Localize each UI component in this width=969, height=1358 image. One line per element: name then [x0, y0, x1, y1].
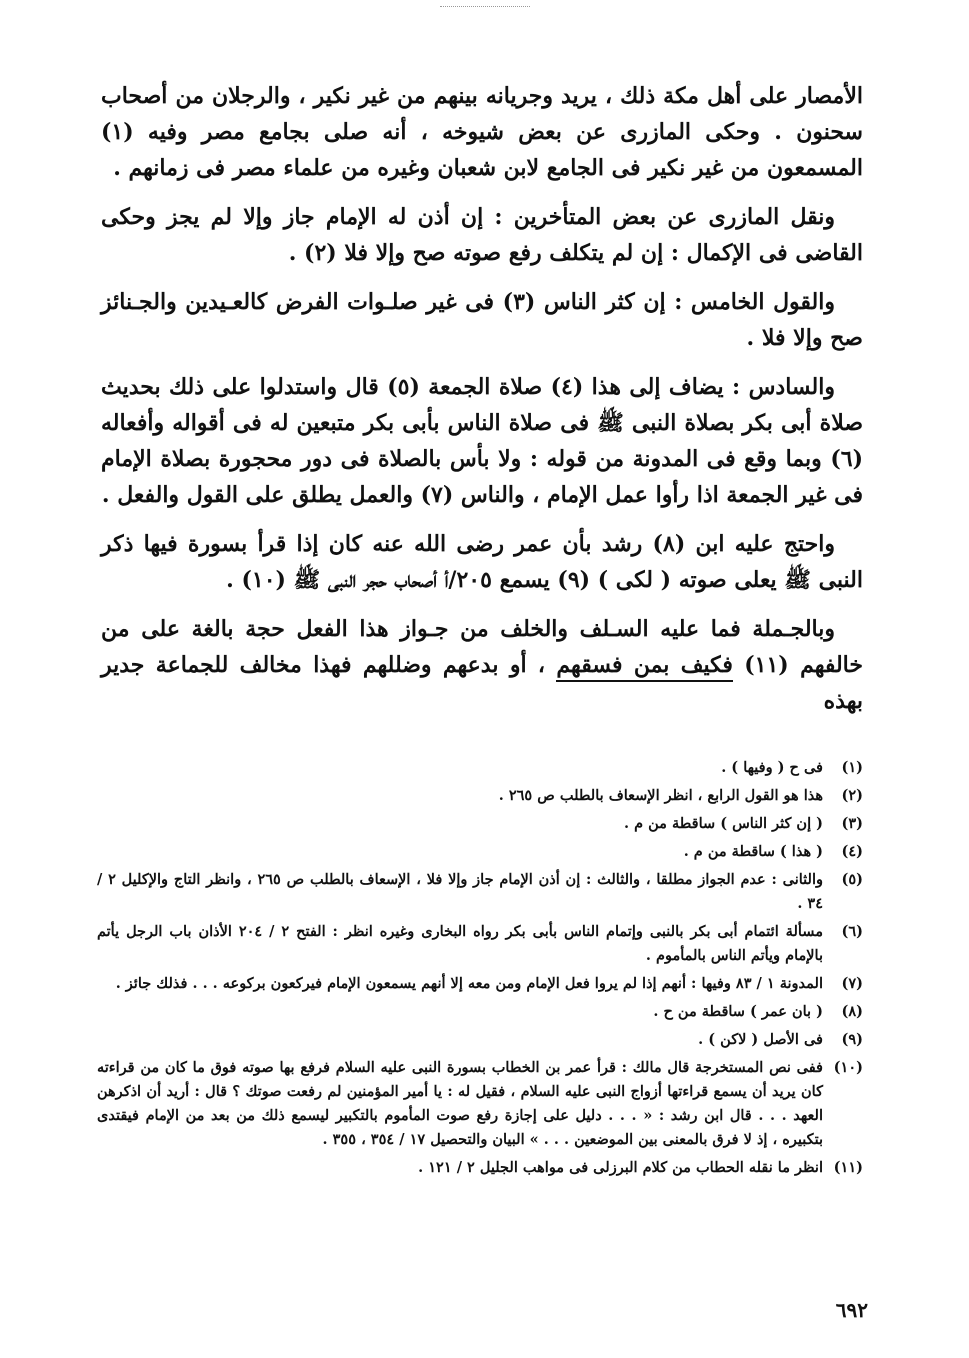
paragraph-6	[101, 611, 863, 719]
footnote-8	[97, 1000, 863, 1024]
footnote-text: مسألة ائتمام أبى بكر بالنبى وإتمام الناس بأبى بكر رواه البخارى وغيره انظر : الفتح ٢ / ٢٠٤ الأذان باب الرجل يأتم بالإمام ويأتم الناس بالمأموم .	[97, 923, 823, 964]
paragraph-3	[101, 284, 863, 356]
footnote-number: (٧)	[841, 975, 863, 992]
footnote-11	[97, 1156, 863, 1180]
footnote-text: والثانى : عدم الجواز مطلقا ، والثالث : إن أذن الإمام جاز وإلا فلا ، الإسعاف بالطلب ص ٢٦٥ ، وانظر التاج والإكليل ٢ / ٣٤ .	[97, 871, 823, 912]
paragraph-5	[101, 526, 863, 598]
footnote-10	[97, 1056, 863, 1152]
footnote-number: (٤)	[841, 843, 863, 860]
footnote-number: (٨)	[841, 1003, 863, 1020]
footnote-text: ( بان عمر ) ساقطة من ح .	[653, 1003, 823, 1020]
footnote-number: (٩)	[841, 1031, 863, 1048]
footnote-text: هذا هو القول الرابع ، انظر الإسعاف بالطلب ص ٢٦٥ .	[498, 787, 823, 804]
paragraph-4	[101, 369, 863, 513]
footnote-text: ( هذا ) ساقطة من م .	[683, 843, 823, 860]
main-text	[101, 78, 863, 732]
footnote-text: انظر ما نقله الحطاب من كلام البرزلى فى مواهب الجليل ٢ / ١٢١ .	[418, 1159, 823, 1176]
footnote-text: فى ح ( وفيها ) .	[721, 759, 823, 776]
paragraph-6-end: ، أو بدعهم وضللهم فهذا مخالف للجماعة جدير بهذه	[101, 652, 863, 714]
footnote-3	[97, 812, 863, 836]
underlined-phrase: فكيف بمن فسقهم	[556, 652, 732, 682]
footnote-number: (١)	[841, 759, 863, 776]
paragraph-2-text: ونقل المازرى عن بعض المتأخرين : إن أذن له الإمام جاز وإلا لم يجز وحكى القاضى فى الإكمال : إن لم يتكلف رفع صوته صح وإلا فلا (٢) .	[101, 204, 863, 266]
footnote-text: المدونة ١ / ٨٣ وفيها : أنهم إذا لم يروا فعل الإمام ومن معه إلا أنهم يسمعون الإمام فيركعون بركوعه . . . فذلك جائز .	[115, 975, 823, 992]
footnote-text: ففى نص المستخرجة قال مالك : قرأ عمر بن الخطاب بسورة النبى عليه السلام فرفع بها صوته فوق ما كان من قراءته كان يريد أن يسمع قراءتها أزواج النبى عليه السلام ، فقيل له : يا أمير المؤمنين لم رفعت صوتك ؟ قال : أريد أن اذكرهن العهد . . . قال ابن رشد : « . . . دليل على إجازة رفع صوت المأموم بالتكبير ليسمع ذلك من بعد من الإمام فيقتدى بتكبيره ، إذ لا فرق بالمعنى بين الموضعين . . . » البيان والتحصيل ١٧ / ٣٥٤ ، ٣٥٥ .	[97, 1059, 823, 1148]
paragraph-4-text: والسادس : يضاف إلى هذا (٤) صلاة الجمعة (٥) قال واستدلوا على ذلك بحديث صلاة أبى بكر بصلاة النبى ﷺ فى صلاة الناس بأبى بكر متبعين له فى أقواله وأفعاله (٦) وبما وقع فى المدونة من قوله : ولا بأس بالصلاة فى دور محجورة بصلاة الإمام فى غير الجمعة اذا رأوا عمل الإمام ، والناس (٧) والعمل يطلق على القول والفعل .	[101, 374, 863, 508]
scan-mark	[440, 6, 530, 8]
footnote-number: (٥)	[841, 871, 863, 888]
footnote-7	[97, 972, 863, 996]
footnote-number: (١١)	[833, 1159, 863, 1176]
footnote-9	[97, 1028, 863, 1052]
footnotes	[97, 756, 863, 1184]
footnote-number: (٦)	[841, 923, 863, 940]
footnote-6	[97, 920, 863, 968]
footnote-number: (٢)	[841, 787, 863, 804]
paragraph-2	[101, 199, 863, 271]
footnote-5	[97, 868, 863, 916]
footnote-number: (٣)	[841, 815, 863, 832]
footnote-1	[97, 756, 863, 780]
paragraph-3-text: والقول الخامس : إن كثر الناس (٣) فى غير صلـوات الفرض كالعـيدين والجـنائز صح وإلا فلا .	[101, 289, 863, 351]
footnote-4	[97, 840, 863, 864]
paragraph-1: الأمصار على أهل مكة ذلك ، يريد وجريانه بينهم من غير نكير ، والرجلان من أصحاب سحنون . وحكى المازرى عن بعض شيوخه ، أنه صلى بجامع مصر وفيه (١) المسمعون من غير نكير فى الجامع لابن شعبان وغيره من علماء مصر فى زمانهم .	[101, 83, 863, 181]
paragraph-6-start: وبالجـملة فما عليه السـلف والخلف من جـواز هذا الفعل حجة بالغة على من خالفهم (١١)	[101, 616, 863, 678]
paragraph-5-text: واحتج عليه ابن (٨) رشد بأن عمر رضى الله عنه كان إذا قرأ بسورة فيها ذكر النبى ﷺ يعلى صوته ( لكى ) (٩) يسمع ٢٠٥/أ أصحاب حجر النبى ﷺ (١٠) .	[101, 531, 863, 593]
footnote-number: (١٠)	[833, 1059, 863, 1076]
footnote-text: فى الأصل ( لاكن ) .	[698, 1031, 823, 1048]
footnote-text: ( إن كثر الناس ) ساقطة من م .	[624, 815, 823, 832]
page-number: ٦٩٢	[835, 1298, 868, 1322]
footnote-2	[97, 784, 863, 808]
